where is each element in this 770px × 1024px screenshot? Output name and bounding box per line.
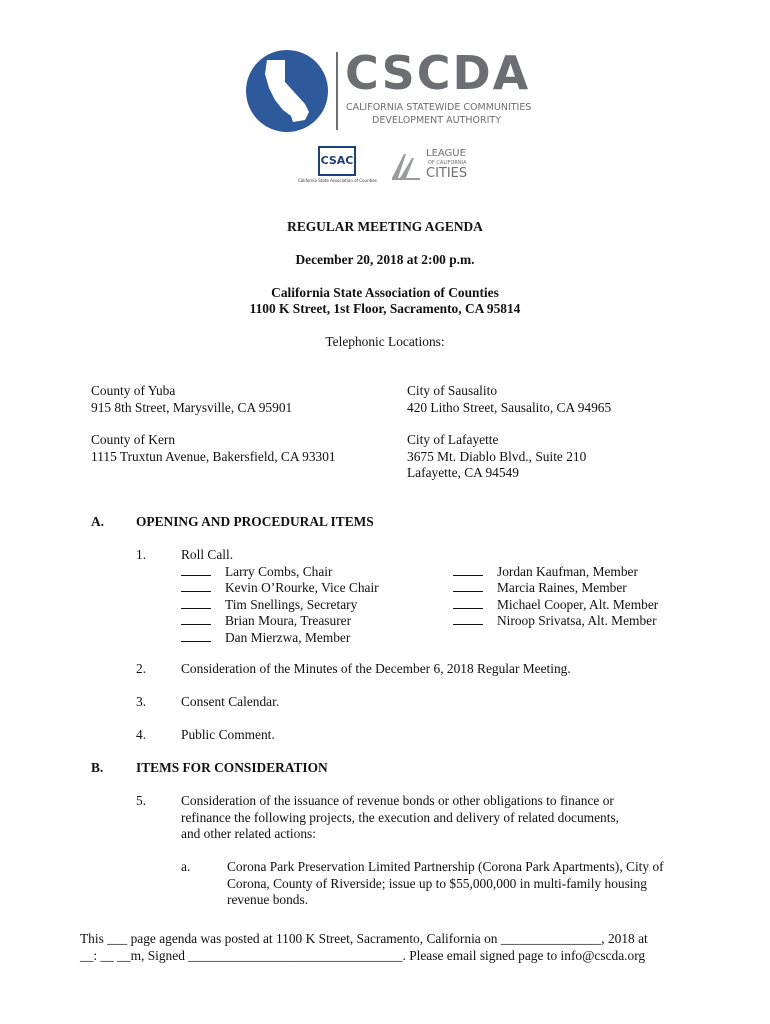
logo-divider [336, 52, 338, 130]
item-5-line: refinance the following projects, the execution and delivery of related documents, [181, 809, 620, 825]
member-name: Marcia Raines, Member [497, 580, 627, 595]
csac-logo [298, 146, 382, 186]
item-1-text: Roll Call. [181, 547, 234, 562]
attendance-blank [181, 579, 211, 592]
item-5-text [181, 793, 619, 843]
subitem-a-line: Corona, County of Riverside; issue up to $55,000,000 in multi-family housing [227, 875, 647, 891]
item-4-text: Public Comment. [181, 727, 275, 742]
member-name: Jordan Kaufman, Member [497, 564, 638, 579]
california-map-icon [245, 48, 329, 134]
location-name: City of Sausalito [407, 383, 498, 398]
logo-subtitle-line1: CALIFORNIA STATEWIDE COMMUNITIES [346, 102, 532, 113]
location-address: 420 Litho Street, Sausalito, CA 94965 [407, 399, 612, 415]
csac-mark: CSAC [320, 154, 354, 167]
subitem-a-text [227, 859, 664, 909]
member-name: Dan Mierzwa, Member [225, 630, 351, 645]
attendance-blank [181, 563, 211, 576]
section-a-heading: OPENING AND PROCEDURAL ITEMS [136, 514, 374, 529]
member-name: Niroop Srivatsa, Alt. Member [497, 613, 657, 628]
location-address: 3675 Mt. Diablo Blvd., Suite 210 [407, 448, 587, 464]
league-of-cities-logo [390, 148, 480, 184]
league-line2: OF CALIFORNIA [428, 160, 467, 166]
venue-address: 1100 K Street, 1st Floor, Sacramento, CA 95814 [249, 301, 521, 316]
telephonic-heading: Telephonic Locations: [325, 334, 445, 349]
item-2-number: 2. [136, 661, 147, 676]
subitem-a-line: Corona Park Preservation Limited Partnership (Corona Park Apartments), City of [227, 859, 664, 874]
location-address: 1115 Truxtun Avenue, Bakersfield, CA 93301 [91, 448, 336, 464]
member-name: Larry Combs, Chair [225, 564, 333, 579]
item-1-number: 1. [136, 547, 147, 562]
roll-call-entry [181, 612, 351, 630]
csac-caption: California State Association of Counties [298, 178, 377, 183]
attendance-blank [453, 579, 483, 592]
location-lafayette [407, 432, 586, 482]
attendance-blank [181, 596, 211, 609]
section-b-heading: ITEMS FOR CONSIDERATION [136, 760, 328, 775]
logo-wordmark: CSCDA [345, 46, 531, 100]
cscda-logo [245, 48, 535, 134]
location-name: City of Lafayette [407, 432, 499, 447]
section-a-letter: A. [91, 514, 105, 529]
subitem-a-letter: a. [181, 859, 191, 874]
subitem-a-line: revenue bonds. [227, 892, 309, 907]
roll-call-entry [453, 612, 657, 630]
meeting-datetime: December 20, 2018 at 2:00 p.m. [295, 252, 475, 267]
item-5-number: 5. [136, 793, 147, 808]
csac-badge [318, 146, 356, 176]
location-name: County of Kern [91, 432, 176, 447]
roll-call-entry [181, 579, 379, 597]
roll-call-entry [181, 596, 357, 614]
member-name: Michael Cooper, Alt. Member [497, 597, 659, 612]
location-sausalito [407, 383, 611, 416]
location-name: County of Yuba [91, 383, 176, 398]
item-2-text: Consideration of the Minutes of the December 6, 2018 Regular Meeting. [181, 661, 571, 676]
location-city: Lafayette, CA 94549 [407, 465, 519, 480]
location-address: 915 8th Street, Marysville, CA 95901 [91, 399, 293, 415]
venue-name: California State Association of Counties [271, 285, 499, 300]
league-mark-icon [390, 150, 422, 180]
roll-call-entry [453, 579, 627, 597]
attendance-blank [181, 612, 211, 625]
section-b-letter: B. [91, 760, 104, 775]
logo-subtitle-line2: DEVELOPMENT AUTHORITY [372, 115, 501, 126]
posting-notice-line: This ___ page agenda was posted at 1100 K Street, Sacramento, California on _______________, 2018 at [80, 931, 648, 946]
roll-call-entry [453, 563, 638, 581]
item-4-number: 4. [136, 727, 147, 742]
posting-notice-line: __: __ __m, Signed ________________________________. Please email signed page to info@cscda.org [80, 947, 646, 963]
location-kern [91, 432, 336, 465]
item-5-line: and other related actions: [181, 826, 316, 841]
roll-call-entry [181, 563, 332, 581]
attendance-blank [453, 596, 483, 609]
league-line3: CITIES [426, 166, 468, 181]
posting-notice [80, 931, 648, 964]
attendance-blank [181, 629, 211, 642]
member-name: Kevin O’Rourke, Vice Chair [225, 580, 379, 595]
item-5-line: Consideration of the issuance of revenue bonds or other obligations to finance or [181, 793, 614, 808]
attendance-blank [453, 563, 483, 576]
item-3-text: Consent Calendar. [181, 694, 280, 709]
agenda-title: REGULAR MEETING AGENDA [287, 219, 483, 234]
attendance-blank [453, 612, 483, 625]
member-name: Tim Snellings, Secretary [225, 597, 358, 612]
league-line1: LEAGUE [426, 148, 466, 159]
item-3-number: 3. [136, 694, 147, 709]
roll-call-entry [181, 629, 350, 647]
member-name: Brian Moura, Treasurer [225, 613, 352, 628]
roll-call-entry [453, 596, 658, 614]
location-yuba [91, 383, 292, 416]
